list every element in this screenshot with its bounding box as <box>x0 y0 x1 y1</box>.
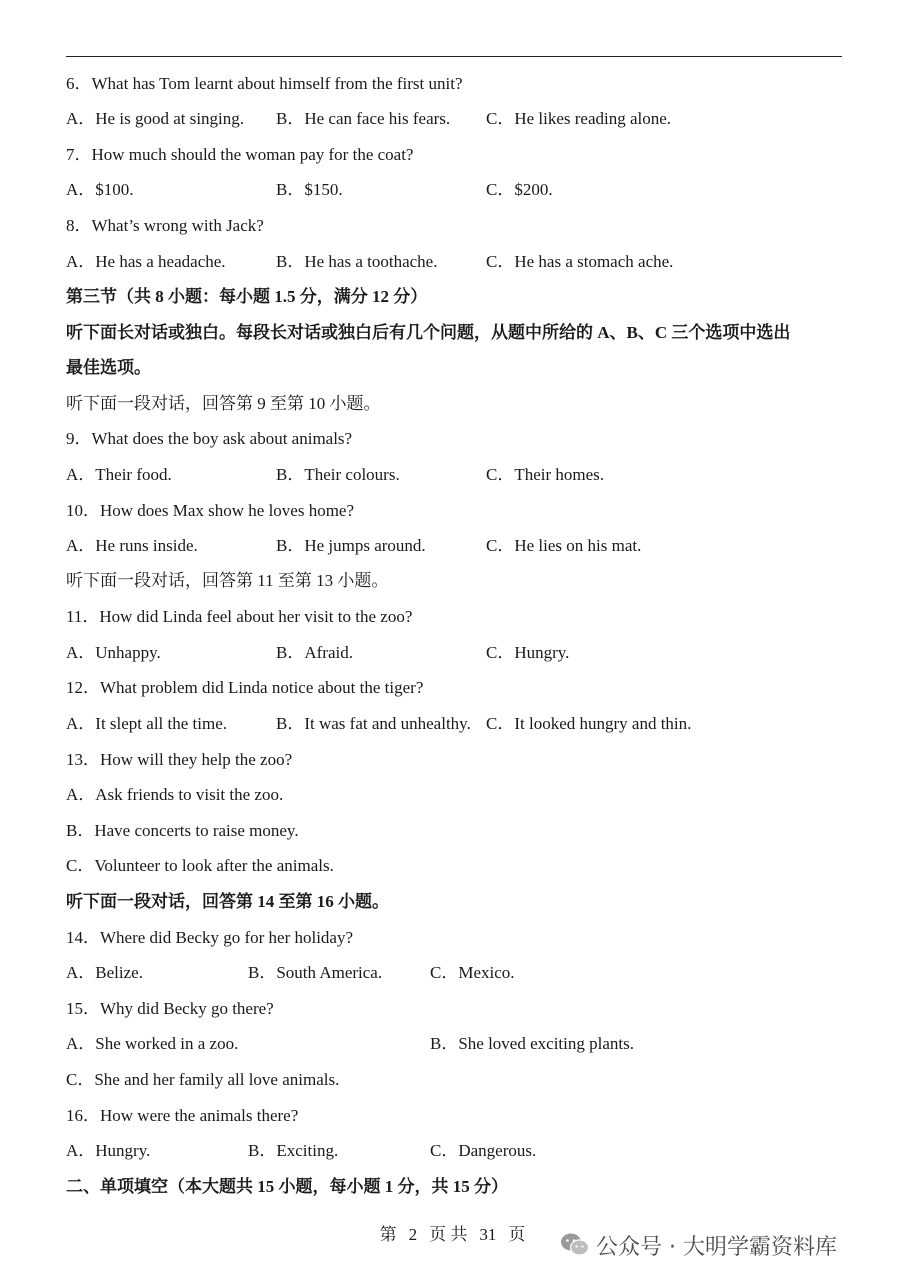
q11-option-c: C．Hungry. <box>486 643 570 662</box>
q9-option-b: B．Their colours. <box>276 465 400 484</box>
section-3-heading: 第三节（共 8 小题：每小题 1.5 分，满分 12 分） <box>66 287 428 306</box>
q15-option-b: B．She loved exciting plants. <box>430 1034 634 1053</box>
q10-option-a: A．He runs inside. <box>66 536 198 555</box>
question-14: 14．Where did Becky go for her holiday? <box>66 928 354 947</box>
q16-option-c: C．Dangerous. <box>430 1141 537 1160</box>
q13-option-b: B．Have concerts to raise money. <box>66 821 299 840</box>
question-8: 8．What’s wrong with Jack? <box>66 216 264 235</box>
intro-11-13: 听下面一段对话，回答第 11 至第 13 小题。 <box>66 571 389 590</box>
q16-option-a: A．Hungry. <box>66 1141 151 1160</box>
question-13: 13．How will they help the zoo? <box>66 750 293 769</box>
section-3-instruction-2: 最佳选项。 <box>66 358 151 377</box>
q12-option-a: A．It slept all the time. <box>66 714 227 733</box>
q8-option-b: B．He has a toothache. <box>276 252 438 271</box>
q12-option-b: B．It was fat and unhealthy. <box>276 714 471 733</box>
q15-option-c: C．She and her family all love animals. <box>66 1070 340 1089</box>
q11-option-b: B．Afraid. <box>276 643 353 662</box>
q14-option-c: C．Mexico. <box>430 963 515 982</box>
q11-option-a: A．Unhappy. <box>66 643 161 662</box>
question-10: 10．How does Max show he loves home? <box>66 501 355 520</box>
intro-9-10: 听下面一段对话，回答第 9 至第 10 小题。 <box>66 394 381 413</box>
q9-option-c: C．Their homes. <box>486 465 605 484</box>
q6-option-a: A．He is good at singing. <box>66 109 245 128</box>
q6-option-c: C．He likes reading alone. <box>486 109 672 128</box>
section-3-instruction-1: 听下面长对话或独白。每段长对话或独白后有几个问题，从题中所给的 A、B、C 三个选项中选出 <box>66 323 791 342</box>
q15-option-a: A．She worked in a zoo. <box>66 1034 239 1053</box>
q10-option-c: C．He lies on his mat. <box>486 536 642 555</box>
footer-prefix: 第 <box>379 1225 397 1244</box>
q8-option-a: A．He has a headache. <box>66 252 226 271</box>
q13-option-c: C．Volunteer to look after the animals. <box>66 856 334 875</box>
question-16: 16．How were the animals there? <box>66 1106 299 1125</box>
footer-mid: 页 共 <box>429 1225 468 1244</box>
q8-option-c: C．He has a stomach ache. <box>486 252 674 271</box>
question-12: 12．What problem did Linda notice about the tiger? <box>66 678 424 697</box>
q7-option-a: A．$100. <box>66 180 134 199</box>
q7-option-c: C．$200. <box>486 180 553 199</box>
part-2-heading: 二、单项填空（本大题共 15 小题，每小题 1 分，共 15 分） <box>66 1177 508 1196</box>
q10-option-b: B．He jumps around. <box>276 536 426 555</box>
watermark-text: 公众号 · 大明学霸资料库 <box>596 1234 837 1260</box>
question-6: 6．What has Tom learnt about himself from the first unit? <box>66 74 463 93</box>
footer-suffix: 页 <box>508 1225 526 1244</box>
intro-14-16: 听下面一段对话，回答第 14 至第 16 小题。 <box>66 892 389 911</box>
question-11: 11．How did Linda feel about her visit to the zoo? <box>66 607 413 626</box>
question-15: 15．Why did Becky go there? <box>66 999 274 1018</box>
q12-option-c: C．It looked hungry and thin. <box>486 714 692 733</box>
q9-option-a: A．Their food. <box>66 465 172 484</box>
question-9: 9．What does the boy ask about animals? <box>66 429 353 448</box>
wechat-icon <box>560 1232 590 1258</box>
q14-option-b: B．South America. <box>248 963 383 982</box>
q7-option-b: B．$150. <box>276 180 343 199</box>
header-rule <box>66 56 842 57</box>
watermark <box>560 1228 837 1262</box>
q14-option-a: A．Belize. <box>66 963 143 982</box>
page-number: 2 <box>408 1225 418 1244</box>
page-total: 31 <box>479 1225 497 1244</box>
question-7: 7．How much should the woman pay for the coat? <box>66 145 414 164</box>
q6-option-b: B．He can face his fears. <box>276 109 451 128</box>
q16-option-b: B．Exciting. <box>248 1141 339 1160</box>
q13-option-a: A．Ask friends to visit the zoo. <box>66 785 284 804</box>
